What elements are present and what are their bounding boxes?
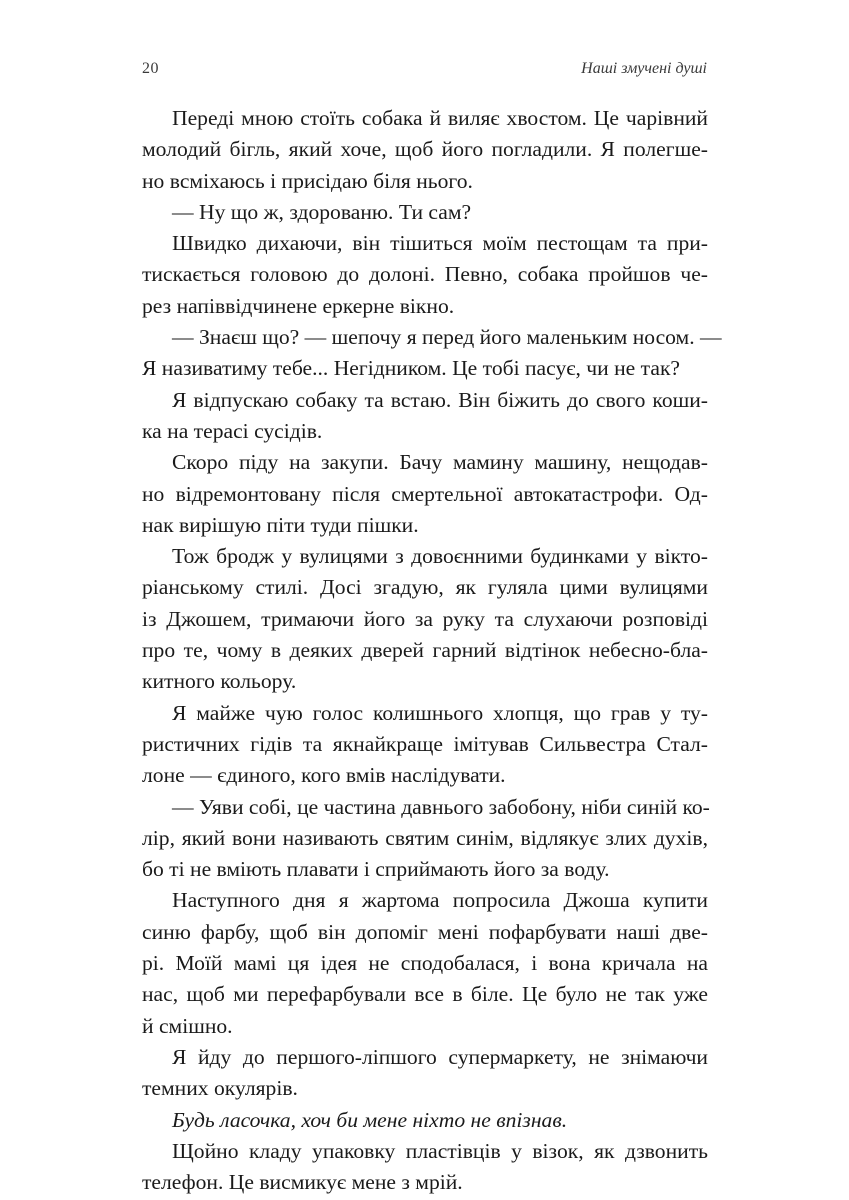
text-line: но всміхаюсь і присідаю біля нього. <box>142 168 473 193</box>
text-line: телефон. Це висмикує мене з мрій. <box>142 1170 463 1195</box>
text-line: Я називатиму тебе... Негідником. Це тобі пасує, чи не так? <box>142 356 681 381</box>
text-line: лір, який вони називають святим синім, відлякує злих духів, <box>142 825 708 850</box>
text-line: із Джошем, тримаючи його за руку та слухаючи розповіді <box>142 606 708 631</box>
text-line: Наступного дня я жартома попросила Джоша купити <box>172 888 708 913</box>
text-line: — Ну що ж, здорованю. Ти сам? <box>172 199 472 224</box>
page-number: 20 <box>142 60 159 77</box>
text-line: Скоро піду на закупи. Бачу мамину машину, нещодав- <box>172 450 708 475</box>
text-line: й смішно. <box>142 1013 233 1038</box>
running-head <box>142 60 707 86</box>
text-line: Переді мною стоїть собака й виляє хвостом. Це чарівний <box>172 106 708 130</box>
text-line: ка на терасі сусідів. <box>142 418 323 443</box>
text-line: Щойно кладу упаковку пластівців у візок, як дзвонить <box>172 1138 708 1163</box>
text-line: про те, чому в деяких дверей гарний відтінок небесно-бла- <box>142 638 708 663</box>
text-line: Тож бродж у вулицями з довоєнними будинками у вікто- <box>172 544 708 569</box>
text-line: Я відпускаю собаку та встаю. Він біжить до свого коши- <box>172 387 708 412</box>
text-line: ристичних гідів та якнайкраще імітував Сильвестра Стал- <box>142 731 708 756</box>
text-line: лоне — єдиного, кого вмів наслідувати. <box>142 763 506 788</box>
text-line: Будь ласочка, хоч би мене ніхто не впізнав. <box>172 1107 568 1132</box>
text-line: молодий бігль, який хоче, щоб його погладили. Я полегше- <box>142 137 708 162</box>
text-line: но відремонтовану після смертельної автокатастрофи. Од- <box>142 481 708 506</box>
text-line: Я майже чую голос колишнього хлопця, що грав у ту- <box>172 700 708 725</box>
text-line: китного кольору. <box>142 669 297 694</box>
body-text <box>142 103 722 1198</box>
text-line: ріанському стилі. Досі згадую, як гуляла цими вулицями <box>142 575 708 600</box>
text-line: темних окулярів. <box>142 1076 298 1101</box>
text-line: рі. Моїй мамі ця ідея не сподобалася, і вона кричала на <box>142 951 708 976</box>
text-line: рез напіввідчинене еркерне вікно. <box>142 293 455 318</box>
book-title: Наші змучені душі <box>581 60 707 77</box>
text-line: — Уяви собі, це частина давнього забобону, ніби синій ко- <box>172 794 710 819</box>
text-line: Швидко дихаючи, він тішиться моїм пестощам та при- <box>172 231 708 256</box>
text-line: бо ті не вміють плавати і сприймають його за воду. <box>142 857 610 882</box>
text-line: нас, щоб ми перефарбували все в біле. Це було не так уже <box>142 982 708 1007</box>
text-line: нак вирішую піти туди пішки. <box>142 512 419 537</box>
text-line: Я йду до першого-ліпшого супермаркету, не знімаючи <box>172 1044 708 1069</box>
text-line: — Знаєш що? — шепочу я перед його маленьким носом. — <box>172 325 722 350</box>
text-line: синю фарбу, щоб він допоміг мені пофарбувати наші две- <box>142 919 708 944</box>
text-line: тискається головою до долоні. Певно, собака пройшов че- <box>142 262 708 287</box>
